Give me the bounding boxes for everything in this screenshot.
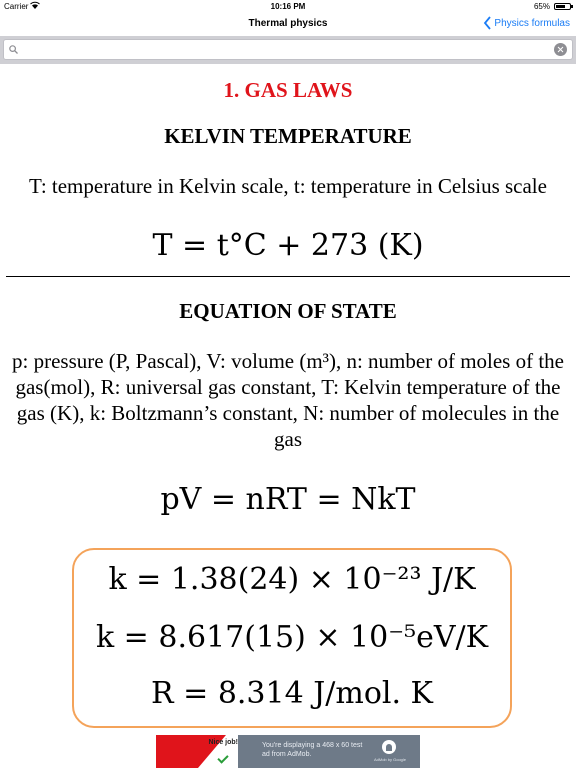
chevron-left-icon (483, 16, 492, 30)
kelvin-formula: T = t°C + 273 (K) (152, 228, 424, 263)
constants-box (72, 548, 512, 728)
search-bar (0, 36, 576, 64)
gas-constant: R = 8.314 J/mol. K (151, 676, 433, 711)
clear-icon[interactable] (554, 43, 567, 56)
search-input[interactable] (22, 41, 542, 58)
ad-text: You're displaying a 468 x 60 test ad from AdMob. (262, 742, 363, 758)
boltzmann-constant-ev: k = 8.617(15) × 10⁻⁵eV/K (95, 620, 489, 655)
section-divider (6, 276, 570, 277)
page-title: Thermal physics (248, 18, 328, 29)
ad-banner[interactable] (156, 735, 420, 768)
status-time: 10:16 PM (270, 2, 306, 11)
status-bar (0, 0, 576, 14)
kelvin-heading: KELVIN TEMPERATURE (164, 124, 412, 148)
ad-nice-label: Nice job! (208, 739, 238, 746)
admob-logo-icon (382, 740, 396, 754)
search-icon (9, 45, 18, 54)
battery-icon (554, 3, 571, 10)
kelvin-description: T: temperature in Kelvin scale, t: temperature in Celsius scale (29, 174, 547, 198)
state-heading: EQUATION OF STATE (179, 299, 397, 323)
search-field[interactable] (3, 39, 573, 60)
state-formula: pV = nRT = NkT (160, 482, 416, 517)
navigation-bar (0, 14, 576, 36)
boltzmann-constant-joule: k = 1.38(24) × 10⁻²³ J/K (108, 562, 476, 597)
state-description: p: pressure (P, Pascal), V: volume (m³), n: number of moles of the gas(mol), R: universal gas constant, T: Kelvin temperature of the gas (K), k: Boltzmann’s constant, N: number of molecules in the gas (12, 349, 564, 451)
back-button[interactable] (483, 16, 570, 30)
section-title: 1. GAS LAWS (223, 78, 353, 102)
ad-brand-label: AdMob by Google (373, 757, 407, 762)
back-button-label: Physics formulas (494, 17, 570, 29)
carrier-label: Carrier (4, 2, 29, 11)
battery-percent: 65% (533, 2, 550, 11)
